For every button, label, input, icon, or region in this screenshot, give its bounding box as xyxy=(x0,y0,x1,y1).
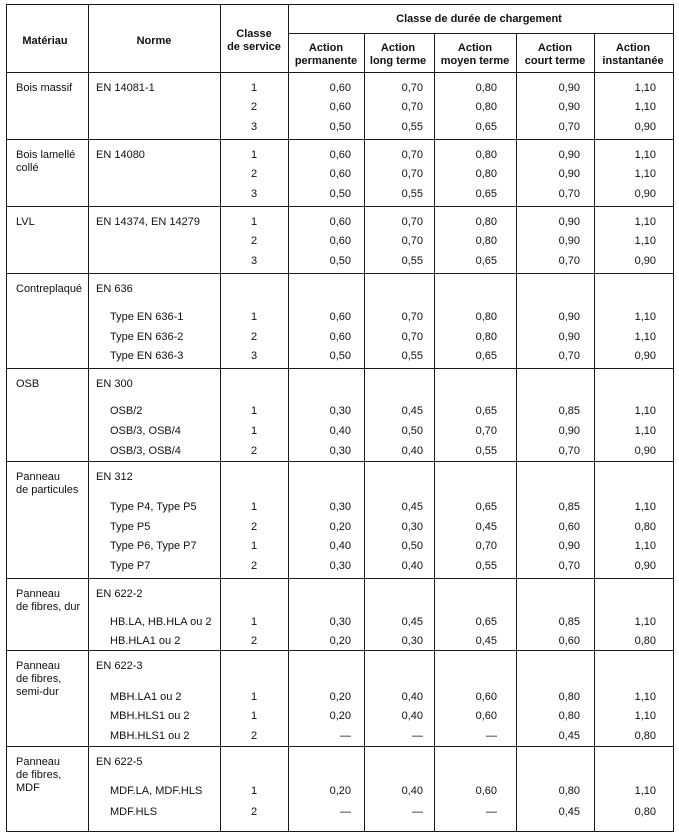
service-class-cell: 2 xyxy=(250,806,258,818)
norm-label: EN 622-5 xyxy=(96,756,143,768)
kmod-value-cell: — xyxy=(340,806,351,818)
kmod-value-cell: 0,65 xyxy=(475,616,497,628)
kmod-value-cell: 0,85 xyxy=(558,405,580,417)
kmod-value-cell: 1,10 xyxy=(634,168,656,180)
kmod-value-cell: 0,90 xyxy=(558,311,580,323)
kmod-value-cell: 0,90 xyxy=(558,101,580,113)
material-label: Bois lamellé xyxy=(16,149,76,161)
sub-type-label: Type P5 xyxy=(110,521,151,533)
service-class-cell: 1 xyxy=(250,82,258,94)
kmod-value-cell: 1,10 xyxy=(634,82,656,94)
header-long-line1: Action xyxy=(380,42,416,54)
service-class-cell: 1 xyxy=(250,785,258,797)
kmod-value-cell: 0,55 xyxy=(475,560,497,572)
kmod-value-cell: 0,45 xyxy=(558,730,580,742)
service-class-cell: 1 xyxy=(250,149,258,161)
kmod-value-cell: 0,40 xyxy=(401,445,423,457)
kmod-value-cell: 0,55 xyxy=(401,188,423,200)
material-label: MDF xyxy=(16,782,40,794)
kmod-value-cell: 1,10 xyxy=(634,785,656,797)
sub-type-label: Type P6, Type P7 xyxy=(110,540,197,552)
header-norm: Norme xyxy=(136,35,172,47)
norm-label: EN 14080 xyxy=(96,149,145,161)
kmod-value-cell: 0,45 xyxy=(558,806,580,818)
kmod-value-cell: 0,70 xyxy=(401,149,423,161)
kmod-value-cell: 0,45 xyxy=(401,616,423,628)
norm-label: EN 14374, EN 14279 xyxy=(96,216,200,228)
header-permanent-line2: permanente xyxy=(294,55,358,67)
kmod-value-cell: 0,20 xyxy=(329,710,351,722)
kmod-value-cell: 0,70 xyxy=(475,540,497,552)
kmod-value-cell: 0,90 xyxy=(558,216,580,228)
material-label: Panneau xyxy=(16,756,61,768)
kmod-value-cell: 0,60 xyxy=(329,168,351,180)
kmod-value-cell: 0,90 xyxy=(558,331,580,343)
column-divider xyxy=(220,4,221,832)
table-border-top xyxy=(6,4,674,5)
table-border-bottom xyxy=(6,831,674,832)
header-service-class-line1: Classe xyxy=(236,28,272,40)
service-class-cell: 3 xyxy=(250,350,258,362)
group-divider xyxy=(6,461,674,462)
kmod-value-cell: 0,60 xyxy=(558,521,580,533)
material-label: semi-dur xyxy=(16,686,59,698)
group-divider xyxy=(6,650,674,651)
kmod-value-cell: 0,70 xyxy=(401,82,423,94)
kmod-value-cell: 0,80 xyxy=(475,235,497,247)
sub-type-label: Type P4, Type P5 xyxy=(110,501,197,513)
kmod-value-cell: 0,90 xyxy=(634,121,656,133)
header-short-line2: court terme xyxy=(524,55,586,67)
group-divider xyxy=(6,206,674,207)
group-divider xyxy=(6,273,674,274)
kmod-value-cell: 0,80 xyxy=(475,101,497,113)
kmod-value-cell: 0,90 xyxy=(634,350,656,362)
norm-label: EN 636 xyxy=(96,283,133,295)
service-class-cell: 2 xyxy=(250,635,258,647)
kmod-value-cell: 0,80 xyxy=(558,691,580,703)
service-class-cell: 2 xyxy=(250,235,258,247)
norm-label: EN 622-3 xyxy=(96,660,143,672)
kmod-value-cell: 1,10 xyxy=(634,540,656,552)
kmod-value-cell: 0,80 xyxy=(634,521,656,533)
sub-type-label: Type EN 636-1 xyxy=(110,311,184,323)
kmod-value-cell: 0,90 xyxy=(558,235,580,247)
group-divider xyxy=(6,139,674,140)
norm-label: EN 14081-1 xyxy=(96,82,155,94)
kmod-value-cell: 0,65 xyxy=(475,188,497,200)
kmod-value-cell: 0,90 xyxy=(558,149,580,161)
service-class-cell: 3 xyxy=(250,188,258,200)
kmod-value-cell: 0,55 xyxy=(401,350,423,362)
kmod-value-cell: 0,70 xyxy=(558,188,580,200)
kmod-value-cell: 0,70 xyxy=(558,445,580,457)
kmod-value-cell: 1,10 xyxy=(634,405,656,417)
service-class-cell: 1 xyxy=(250,311,258,323)
column-divider xyxy=(673,4,674,832)
kmod-value-cell: 0,65 xyxy=(475,405,497,417)
sub-type-label: MBH.LA1 ou 2 xyxy=(110,691,182,703)
sub-type-label: HB.LA, HB.HLA ou 2 xyxy=(110,616,212,628)
kmod-value-cell: 0,90 xyxy=(558,82,580,94)
kmod-value-cell: 0,50 xyxy=(329,255,351,267)
kmod-value-cell: 0,80 xyxy=(634,730,656,742)
group-divider xyxy=(6,746,674,747)
kmod-value-cell: 0,90 xyxy=(558,540,580,552)
kmod-value-cell: 1,10 xyxy=(634,216,656,228)
column-divider xyxy=(364,33,365,832)
kmod-value-cell: 0,50 xyxy=(401,540,423,552)
norm-label: EN 312 xyxy=(96,471,133,483)
kmod-value-cell: 0,60 xyxy=(329,235,351,247)
service-class-cell: 3 xyxy=(250,255,258,267)
material-label: Contreplaqué xyxy=(16,283,83,295)
kmod-value-cell: 0,20 xyxy=(329,521,351,533)
sub-type-label: OSB/3, OSB/4 xyxy=(110,425,181,437)
kmod-value-cell: 0,80 xyxy=(475,331,497,343)
kmod-value-cell: 0,30 xyxy=(401,635,423,647)
kmod-value-cell: — xyxy=(412,806,423,818)
header-service-class-line2: de service xyxy=(227,41,281,53)
header-permanent-line1: Action xyxy=(308,42,344,54)
kmod-value-cell: 0,45 xyxy=(475,635,497,647)
material-label: de fibres, xyxy=(16,673,62,685)
service-class-cell: 1 xyxy=(250,616,258,628)
kmod-value-cell: 0,55 xyxy=(401,255,423,267)
kmod-value-cell: 0,20 xyxy=(329,635,351,647)
kmod-value-cell: 0,80 xyxy=(558,710,580,722)
column-divider xyxy=(288,4,289,832)
kmod-value-cell: 0,70 xyxy=(401,216,423,228)
kmod-value-cell: 0,65 xyxy=(475,501,497,513)
header-subdivider xyxy=(288,33,674,34)
kmod-value-cell: 1,10 xyxy=(634,501,656,513)
kmod-value-cell: 0,80 xyxy=(634,635,656,647)
kmod-value-cell: 0,90 xyxy=(634,560,656,572)
header-instant-line1: Action xyxy=(615,42,651,54)
sub-type-label: MBH.HLS1 ou 2 xyxy=(110,710,190,722)
kmod-value-cell: 1,10 xyxy=(634,616,656,628)
kmod-value-cell: 0,55 xyxy=(401,121,423,133)
header-divider xyxy=(6,72,674,73)
kmod-value-cell: 0,70 xyxy=(401,168,423,180)
material-label: collé xyxy=(16,162,39,174)
material-label: Panneau xyxy=(16,471,61,483)
sub-type-label: HB.HLA1 ou 2 xyxy=(110,635,181,647)
material-label: Panneau xyxy=(16,588,61,600)
header-medium-line2: moyen terme xyxy=(440,55,510,67)
material-label: OSB xyxy=(16,378,40,390)
header-short-line1: Action xyxy=(537,42,573,54)
kmod-value-cell: — xyxy=(340,730,351,742)
kmod-value-cell: 0,85 xyxy=(558,616,580,628)
kmod-value-cell: 0,30 xyxy=(329,405,351,417)
service-class-cell: 1 xyxy=(250,710,258,722)
kmod-value-cell: 0,65 xyxy=(475,121,497,133)
material-label: Panneau xyxy=(16,660,61,672)
service-class-cell: 1 xyxy=(250,425,258,437)
kmod-value-cell: 0,90 xyxy=(634,255,656,267)
material-label: de fibres, xyxy=(16,769,62,781)
kmod-value-cell: 1,10 xyxy=(634,311,656,323)
kmod-value-cell: 0,65 xyxy=(475,350,497,362)
kmod-value-cell: 0,65 xyxy=(475,255,497,267)
kmod-value-cell: 0,90 xyxy=(558,168,580,180)
service-class-cell: 2 xyxy=(250,521,258,533)
service-class-cell: 1 xyxy=(250,405,258,417)
kmod-value-cell: 0,80 xyxy=(558,785,580,797)
header-long-line2: long terme xyxy=(369,55,427,67)
material-label: de particules xyxy=(16,484,79,496)
sub-type-label: MDF.LA, MDF.HLS xyxy=(110,785,203,797)
service-class-cell: 2 xyxy=(250,560,258,572)
kmod-value-cell: 0,30 xyxy=(329,445,351,457)
kmod-value-cell: 0,45 xyxy=(401,405,423,417)
kmod-value-cell: 0,40 xyxy=(401,785,423,797)
kmod-value-cell: 0,80 xyxy=(475,149,497,161)
service-class-cell: 3 xyxy=(250,121,258,133)
group-divider xyxy=(6,578,674,579)
sub-type-label: Type EN 636-3 xyxy=(110,350,184,362)
kmod-value-cell: 0,70 xyxy=(558,560,580,572)
service-class-cell: 2 xyxy=(250,168,258,180)
kmod-value-cell: 0,60 xyxy=(329,216,351,228)
sub-type-label: MDF.HLS xyxy=(110,806,158,818)
column-divider xyxy=(6,4,7,832)
service-class-cell: 2 xyxy=(250,445,258,457)
kmod-value-cell: — xyxy=(412,730,423,742)
kmod-value-cell: 0,80 xyxy=(475,82,497,94)
group-divider xyxy=(6,368,674,369)
column-divider xyxy=(516,33,517,832)
kmod-value-cell: 0,60 xyxy=(475,710,497,722)
kmod-value-cell: 0,30 xyxy=(401,521,423,533)
kmod-value-cell: 0,80 xyxy=(475,311,497,323)
kmod-value-cell: 0,40 xyxy=(401,691,423,703)
kmod-value-cell: 0,60 xyxy=(475,785,497,797)
kmod-value-cell: 1,10 xyxy=(634,235,656,247)
kmod-value-cell: 0,45 xyxy=(401,501,423,513)
kmod-value-cell: 0,90 xyxy=(634,445,656,457)
kmod-value-cell: 0,70 xyxy=(401,235,423,247)
kmod-value-cell: 1,10 xyxy=(634,331,656,343)
kmod-value-cell: 0,90 xyxy=(634,188,656,200)
kmod-value-cell: 0,70 xyxy=(401,101,423,113)
kmod-value-cell: 0,20 xyxy=(329,785,351,797)
header-instant-line2: instantanée xyxy=(602,55,664,67)
kmod-value-cell: 0,70 xyxy=(401,331,423,343)
kmod-value-cell: 0,70 xyxy=(401,311,423,323)
column-divider xyxy=(434,33,435,832)
norm-label: EN 622-2 xyxy=(96,588,143,600)
kmod-value-cell: 0,40 xyxy=(329,540,351,552)
kmod-value-cell: 1,10 xyxy=(634,101,656,113)
kmod-value-cell: 0,50 xyxy=(329,188,351,200)
kmod-value-cell: 0,60 xyxy=(329,101,351,113)
kmod-value-cell: 0,80 xyxy=(634,806,656,818)
kmod-value-cell: 1,10 xyxy=(634,691,656,703)
service-class-cell: 1 xyxy=(250,540,258,552)
kmod-value-cell: 0,40 xyxy=(401,560,423,572)
kmod-value-cell: 0,60 xyxy=(329,331,351,343)
column-divider xyxy=(594,33,595,832)
kmod-value-cell: 0,70 xyxy=(475,425,497,437)
kmod-value-cell: 0,30 xyxy=(329,616,351,628)
norm-label: EN 300 xyxy=(96,378,133,390)
kmod-value-cell: 0,50 xyxy=(329,121,351,133)
material-label: de fibres, dur xyxy=(16,601,81,613)
kmod-value-cell: — xyxy=(486,730,497,742)
material-label: Bois massif xyxy=(16,82,73,94)
material-label: LVL xyxy=(16,216,35,228)
kmod-value-cell: 0,70 xyxy=(558,350,580,362)
sub-type-label: OSB/2 xyxy=(110,405,143,417)
kmod-value-cell: 1,10 xyxy=(634,425,656,437)
kmod-value-cell: 0,30 xyxy=(329,560,351,572)
column-divider xyxy=(88,4,89,832)
service-class-cell: 1 xyxy=(250,216,258,228)
kmod-value-cell: 1,10 xyxy=(634,710,656,722)
kmod-value-cell: 0,30 xyxy=(329,501,351,513)
kmod-value-cell: 0,60 xyxy=(475,691,497,703)
kmod-value-cell: 0,40 xyxy=(329,425,351,437)
service-class-cell: 1 xyxy=(250,691,258,703)
service-class-cell: 2 xyxy=(250,730,258,742)
header-duration-group: Classe de durée de chargement xyxy=(396,13,562,25)
kmod-value-cell: 0,90 xyxy=(558,425,580,437)
service-class-cell: 2 xyxy=(250,101,258,113)
kmod-value-cell: 0,60 xyxy=(558,635,580,647)
kmod-value-cell: 0,70 xyxy=(558,255,580,267)
sub-type-label: Type P7 xyxy=(110,560,151,572)
service-class-cell: 2 xyxy=(250,331,258,343)
kmod-value-cell: 0,85 xyxy=(558,501,580,513)
kmod-value-cell: 0,70 xyxy=(558,121,580,133)
kmod-value-cell: 0,50 xyxy=(329,350,351,362)
kmod-value-cell: 0,60 xyxy=(329,82,351,94)
kmod-value-cell: 0,20 xyxy=(329,691,351,703)
header-material: Matériau xyxy=(22,35,68,47)
header-medium-line1: Action xyxy=(457,42,493,54)
kmod-value-cell: 0,80 xyxy=(475,168,497,180)
kmod-value-cell: 0,45 xyxy=(475,521,497,533)
kmod-value-cell: 0,50 xyxy=(401,425,423,437)
kmod-value-cell: 1,10 xyxy=(634,149,656,161)
kmod-value-cell: 0,40 xyxy=(401,710,423,722)
kmod-value-cell: 0,60 xyxy=(329,149,351,161)
kmod-value-cell: — xyxy=(486,806,497,818)
sub-type-label: MBH.HLS1 ou 2 xyxy=(110,730,190,742)
sub-type-label: Type EN 636-2 xyxy=(110,331,184,343)
kmod-value-cell: 0,60 xyxy=(329,311,351,323)
sub-type-label: OSB/3, OSB/4 xyxy=(110,445,181,457)
kmod-value-cell: 0,55 xyxy=(475,445,497,457)
kmod-value-cell: 0,80 xyxy=(475,216,497,228)
service-class-cell: 1 xyxy=(250,501,258,513)
